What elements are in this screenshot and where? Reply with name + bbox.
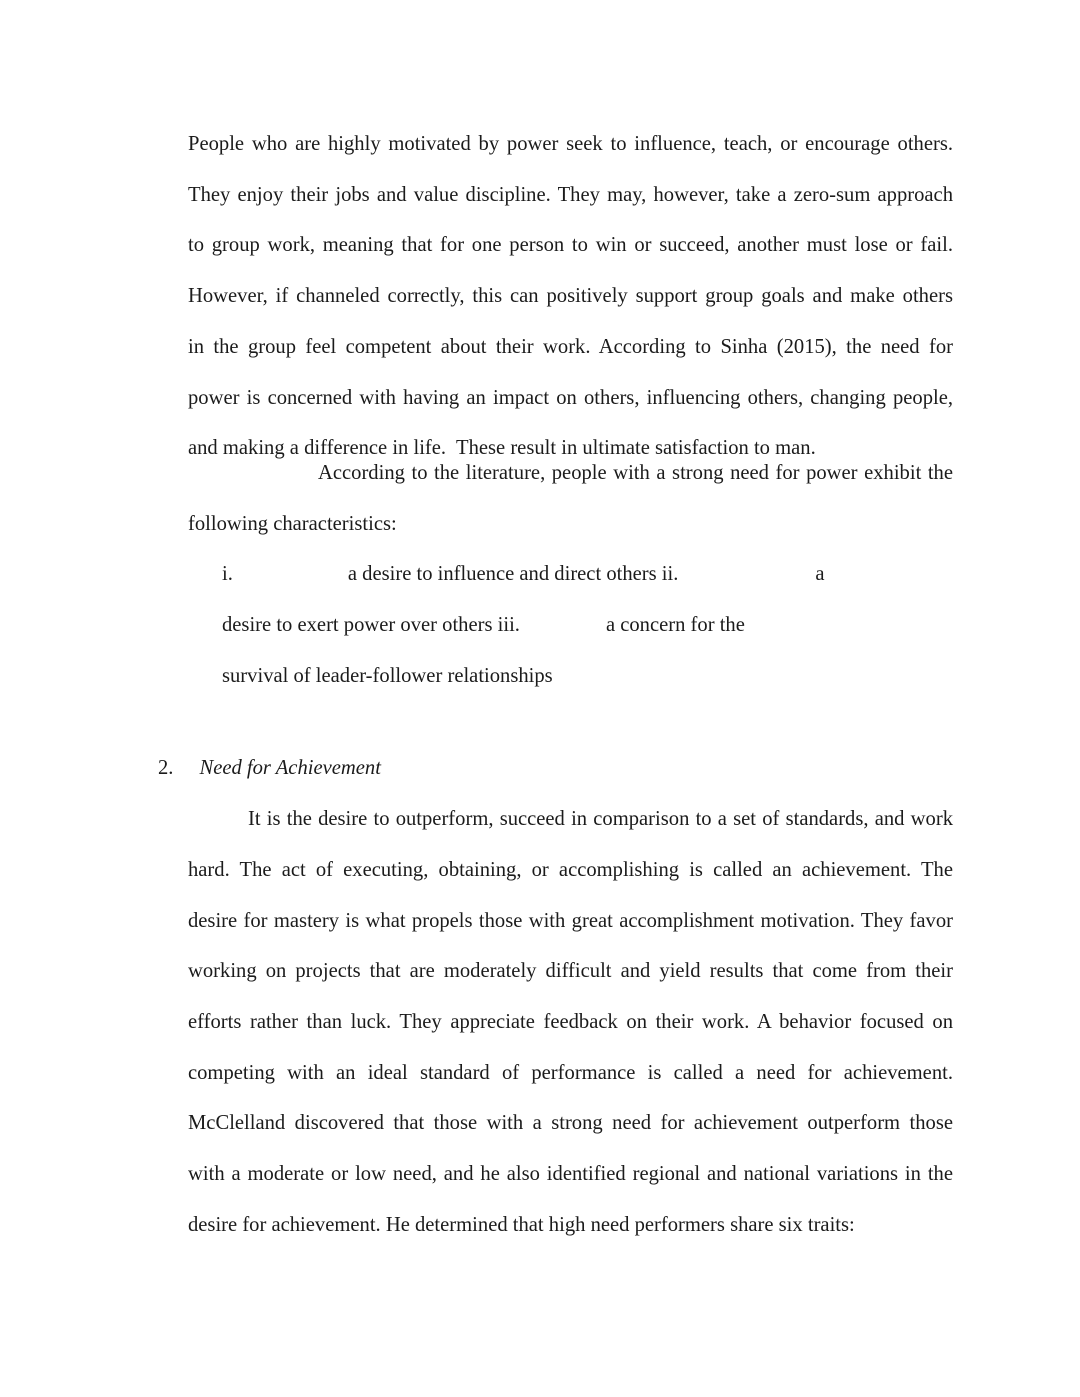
text-line: with a moderate or low need, and he also identified regional and national variations in the — [188, 1163, 953, 1186]
text-line-literature: According to the literature, people with a strong need for power exhibit the — [318, 461, 953, 484]
paragraph-need-for-power — [188, 119, 953, 549]
text-line: in the group feel competent about their work. According to Sinha (2015), the need for — [188, 335, 953, 358]
text-line: However, if channeled correctly, this can positively support group goals and make others — [188, 285, 953, 308]
text-line: McClelland discovered that those with a strong need for achievement outperform those — [188, 1112, 953, 1135]
power-characteristics-list — [222, 549, 953, 701]
list-item-text: a desire to influence and direct others ii. — [347, 563, 679, 586]
text-line: to group work, meaning that for one person to win or succeed, another must lose or fail. — [188, 234, 953, 257]
text-line: desire for mastery is what propels those with great accomplishment motivation. They favor — [188, 909, 953, 932]
text-line: People who are highly motivated by power seek to influence, teach, or encourage others. — [188, 133, 953, 155]
list-item-text: desire to exert power over others iii. — [222, 614, 520, 637]
text-line: and making a difference in life. These result in ultimate satisfaction to man. — [188, 437, 816, 460]
text-line: efforts rather than luck. They appreciate feedback on their work. A behavior focused on — [188, 1010, 953, 1033]
text-line: It is the desire to outperform, succeed in comparison to a set of standards, and work — [248, 808, 953, 831]
text-line: following characteristics: — [188, 512, 397, 535]
text-line: working on projects that are moderately difficult and yield results that come from their — [188, 960, 953, 983]
list-marker: i. — [222, 563, 233, 586]
section-heading-need-for-achievement — [158, 743, 953, 794]
heading-number: 2. — [158, 757, 174, 780]
text-line: desire for achievement. He determined that high need performers share six traits: — [188, 1213, 855, 1236]
list-item-text: a — [815, 563, 825, 586]
text-line: power is concerned with having an impact on others, influencing others, changing people, — [188, 386, 953, 409]
text-line: They enjoy their jobs and value discipline. They may, however, take a zero-sum approach — [188, 183, 953, 206]
list-line — [222, 549, 953, 600]
list-item-text: survival of leader-follower relationships — [222, 664, 553, 687]
text-line: hard. The act of executing, obtaining, or accomplishing is called an achievement. The — [188, 858, 953, 881]
list-item-text: a concern for the — [605, 614, 745, 637]
heading-title: Need for Achievement — [199, 757, 381, 780]
text-line: competing with an ideal standard of performance is called a need for achievement. — [188, 1061, 953, 1084]
list-line — [222, 651, 953, 702]
paragraph-need-for-achievement — [188, 794, 953, 1250]
list-line — [222, 600, 953, 651]
